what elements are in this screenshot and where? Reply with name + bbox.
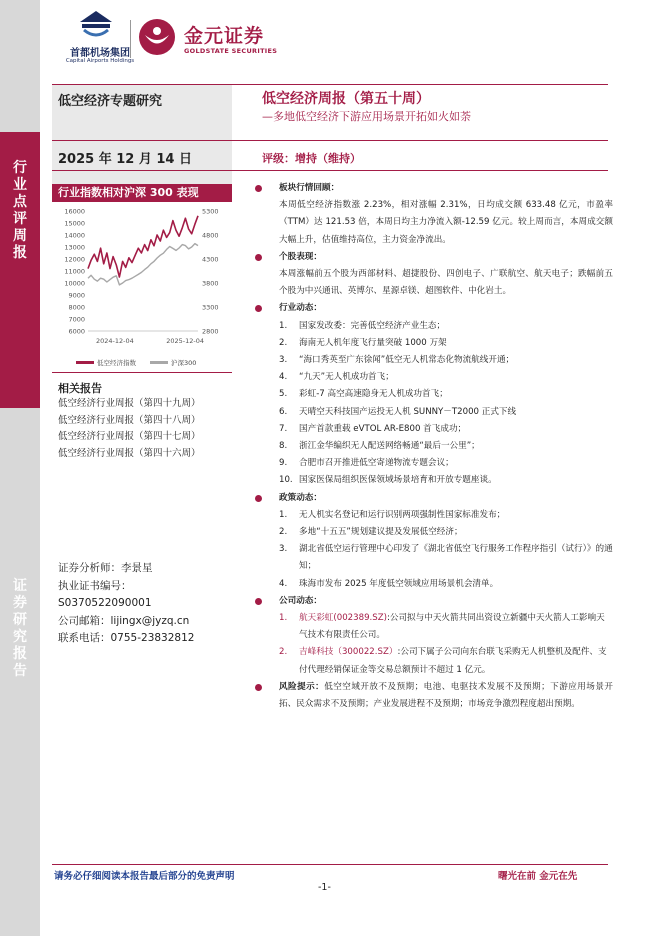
list-item: 2. 海南无人机年度飞行量突破 1000 万架	[279, 337, 447, 348]
footer-slogan: 曙光在前 金元在先	[498, 871, 578, 882]
sidebar-label-top: 行 业 点 评 周 报	[13, 160, 27, 261]
market-paragraph: 本周低空经济指数涨 2.23%，相对涨幅 2.31%，日均成交额 633.48 亿元，市盈率（TTM）达 121.53 倍，本周日均主力净流入额-12.59 亿元。较上周而言，本周成交额大幅上升，估值维持高位，主力资金净流出。	[279, 200, 613, 245]
list-item: 1. 国家发改委：完善低空经济产业生态；	[279, 320, 446, 331]
chart-bottom-rule	[52, 372, 232, 373]
y-right-tick-label: 2800	[202, 327, 219, 336]
section-stocks	[255, 249, 613, 301]
section-policy	[255, 490, 613, 593]
company-link[interactable]: 航天彩虹(002389.SZ)	[299, 613, 387, 624]
y-right-tick-label: 3800	[202, 279, 219, 288]
sidebar-label-bottom: 证 券 研 究 报 告	[13, 578, 27, 679]
bullet-icon	[255, 305, 262, 312]
chart-title: 行业指数相对沪深 300 表现	[52, 184, 232, 202]
section-heading: 公司动态：	[279, 595, 322, 606]
y-left-tick-label: 8000	[68, 303, 85, 312]
bullet-icon	[255, 185, 262, 192]
rule-mid	[52, 140, 608, 141]
rating: 评级：增持（维持）	[262, 152, 361, 165]
list-item: 1. 无人机实名登记和运行识别两项强制性国家标准发布；	[279, 509, 506, 520]
related-report-link[interactable]: 低空经济行业周报（第四十九周）	[58, 398, 201, 409]
logo-divider	[130, 20, 131, 58]
list-item: 2. 吉峰科技（300022.SZ）:公司下属子公司向东台联飞采购无人机整机及配件、支付代理经销保证金等交易总额预计不超过 1 亿元。	[279, 647, 607, 675]
analyst-name: 证券分析师：李景星	[58, 562, 153, 574]
footer-disclaimer: 请务必仔细阅读本报告最后部分的免责声明	[54, 871, 235, 882]
y-left-tick-label: 15000	[64, 219, 85, 228]
y-left-tick-label: 9000	[68, 291, 85, 300]
bullet-icon	[255, 684, 262, 691]
legend-item-low-altitude: 低空经济指数	[76, 358, 136, 367]
analyst-phone: 联系电话：0755-23832812	[58, 632, 195, 644]
y-left-tick-label: 6000	[68, 327, 85, 336]
index-performance-chart	[52, 205, 232, 353]
list-item: 10. 国家医保局组织医保领域场景培育和开放专题座谈。	[279, 475, 497, 486]
capital-airports-logo: 首都机场集团 Capital Airports Holdings	[60, 10, 140, 72]
analyst-cert-number: S0370522090001	[58, 597, 152, 609]
list-item: 4. 珠海市发布 2025 年度低空领域应用场景机会清单。	[279, 578, 499, 589]
footer-rule	[52, 864, 608, 865]
y-right-tick-label: 3300	[202, 303, 219, 312]
y-right-tick-label: 5300	[202, 207, 219, 216]
section-industry	[255, 300, 613, 489]
series-title: 低空经济专题研究	[58, 94, 163, 109]
goldstate-logo-icon	[138, 18, 176, 56]
report-title: 低空经济周报（第五十周）	[262, 91, 430, 107]
legend-swatch-grey	[150, 361, 168, 364]
list-item: 6. 天晴空天科技国产运投无人机 SUNNY－T2000 正式下线	[279, 406, 517, 417]
bullet-icon	[255, 495, 262, 502]
y-left-tick-label: 13000	[64, 243, 85, 252]
y-left-tick-label: 10000	[64, 279, 85, 288]
x-tick-label: 2025-12-04	[166, 337, 204, 345]
company-list	[279, 610, 613, 679]
analyst-email[interactable]: 公司邮箱：lijingx@jyzq.cn	[58, 614, 190, 627]
y-left-tick-label: 7000	[68, 315, 85, 324]
bullet-icon	[255, 598, 262, 605]
y-left-tick-label: 12000	[64, 255, 85, 264]
y-left-tick-label: 14000	[64, 231, 85, 240]
related-reports-heading: 相关报告	[58, 382, 102, 395]
industry-list	[279, 318, 613, 490]
section-heading: 个股表现：	[279, 251, 322, 262]
x-tick-label: 2024-12-04	[96, 337, 134, 345]
legend-item-csi300: 沪深300	[150, 358, 196, 367]
related-report-link[interactable]: 低空经济行业周报（第四十六周）	[58, 447, 201, 459]
report-subtitle: —多地低空经济下游应用场景开拓如火如荼	[262, 110, 471, 123]
page-number: -1-	[318, 882, 331, 893]
y-right-tick-label: 4800	[202, 231, 219, 240]
analyst-info	[58, 560, 194, 648]
section-risk	[255, 679, 613, 713]
section-heading: 风险提示：	[279, 681, 325, 692]
section-company	[255, 593, 613, 679]
section-market	[255, 180, 613, 249]
list-item: 1. 航天彩虹(002389.SZ):公司拟与中天火箭共同出资设立新疆中天火箭人工影响天气技术有限责任公司。	[279, 613, 605, 641]
rule-bottom	[52, 170, 608, 171]
list-item: 3. “海口秀英至广东徐闻”低空无人机常态化物流航线开通；	[279, 355, 515, 366]
section-heading: 行业动态：	[279, 303, 322, 314]
analyst-cert-label: 执业证书编号：	[58, 579, 132, 592]
y-left-tick-label: 16000	[64, 207, 85, 216]
legend-swatch-red	[76, 361, 94, 364]
y-right-tick-label: 4300	[202, 255, 219, 264]
airport-logo-icon	[78, 10, 114, 40]
related-report-link[interactable]: 低空经济行业周报（第四十八周）	[58, 414, 201, 426]
y-left-tick-label: 11000	[64, 267, 85, 276]
company-link[interactable]: 吉峰科技（300022.SZ）	[299, 647, 398, 658]
related-report-link[interactable]: 低空经济行业周报（第四十七周）	[58, 431, 201, 443]
list-item: 9. 合肥市召开推进低空寄递物流专题会议；	[279, 458, 454, 469]
policy-list	[279, 507, 613, 593]
bullet-icon	[255, 254, 262, 261]
list-item: 4. “九天”无人机成功首飞；	[279, 372, 394, 383]
list-item: 5. 彩虹-7 高空高速隐身无人机成功首飞；	[279, 389, 448, 400]
list-item: 8. 浙江金华编织无人配送网络畅通“最后一公里”；	[279, 441, 480, 452]
related-reports-list	[58, 396, 201, 462]
list-item: 7. 国产首款重载 eVTOL AR-E800 首飞成功；	[279, 423, 467, 434]
stocks-paragraph: 本周涨幅前五个股为西部材料、超捷股份、四创电子、广联航空、航天电子；跌幅前五个股为中兴通讯、英博尔、星源卓镁、超图软件、中化岩土。	[279, 269, 613, 297]
section-heading: 政策动态：	[279, 492, 322, 503]
report-body	[255, 180, 613, 713]
list-item: 3. 湖北省低空运行管理中心印发了《湖北省低空飞行服务工作程序指引（试行）》的通知；	[279, 544, 613, 572]
rule-top	[52, 84, 608, 85]
report-date: 2025 年 12 月 14 日	[58, 152, 192, 167]
list-item: 2. 多地“十五五”规划建议提及发展低空经济；	[279, 527, 463, 538]
section-heading: 板块行情回顾：	[279, 183, 340, 193]
goldstate-logo: 金元证券 GOLDSTATE SECURITIES	[138, 18, 288, 62]
chart-legend	[76, 358, 196, 367]
risk-paragraph: 低空空域开放不及预期；电池、电驱技术发展不及预期；下游应用场景开拓、民众需求不及预期；产业发展进程不及预期；市场竞争激烈程度超出预期。	[279, 681, 613, 710]
